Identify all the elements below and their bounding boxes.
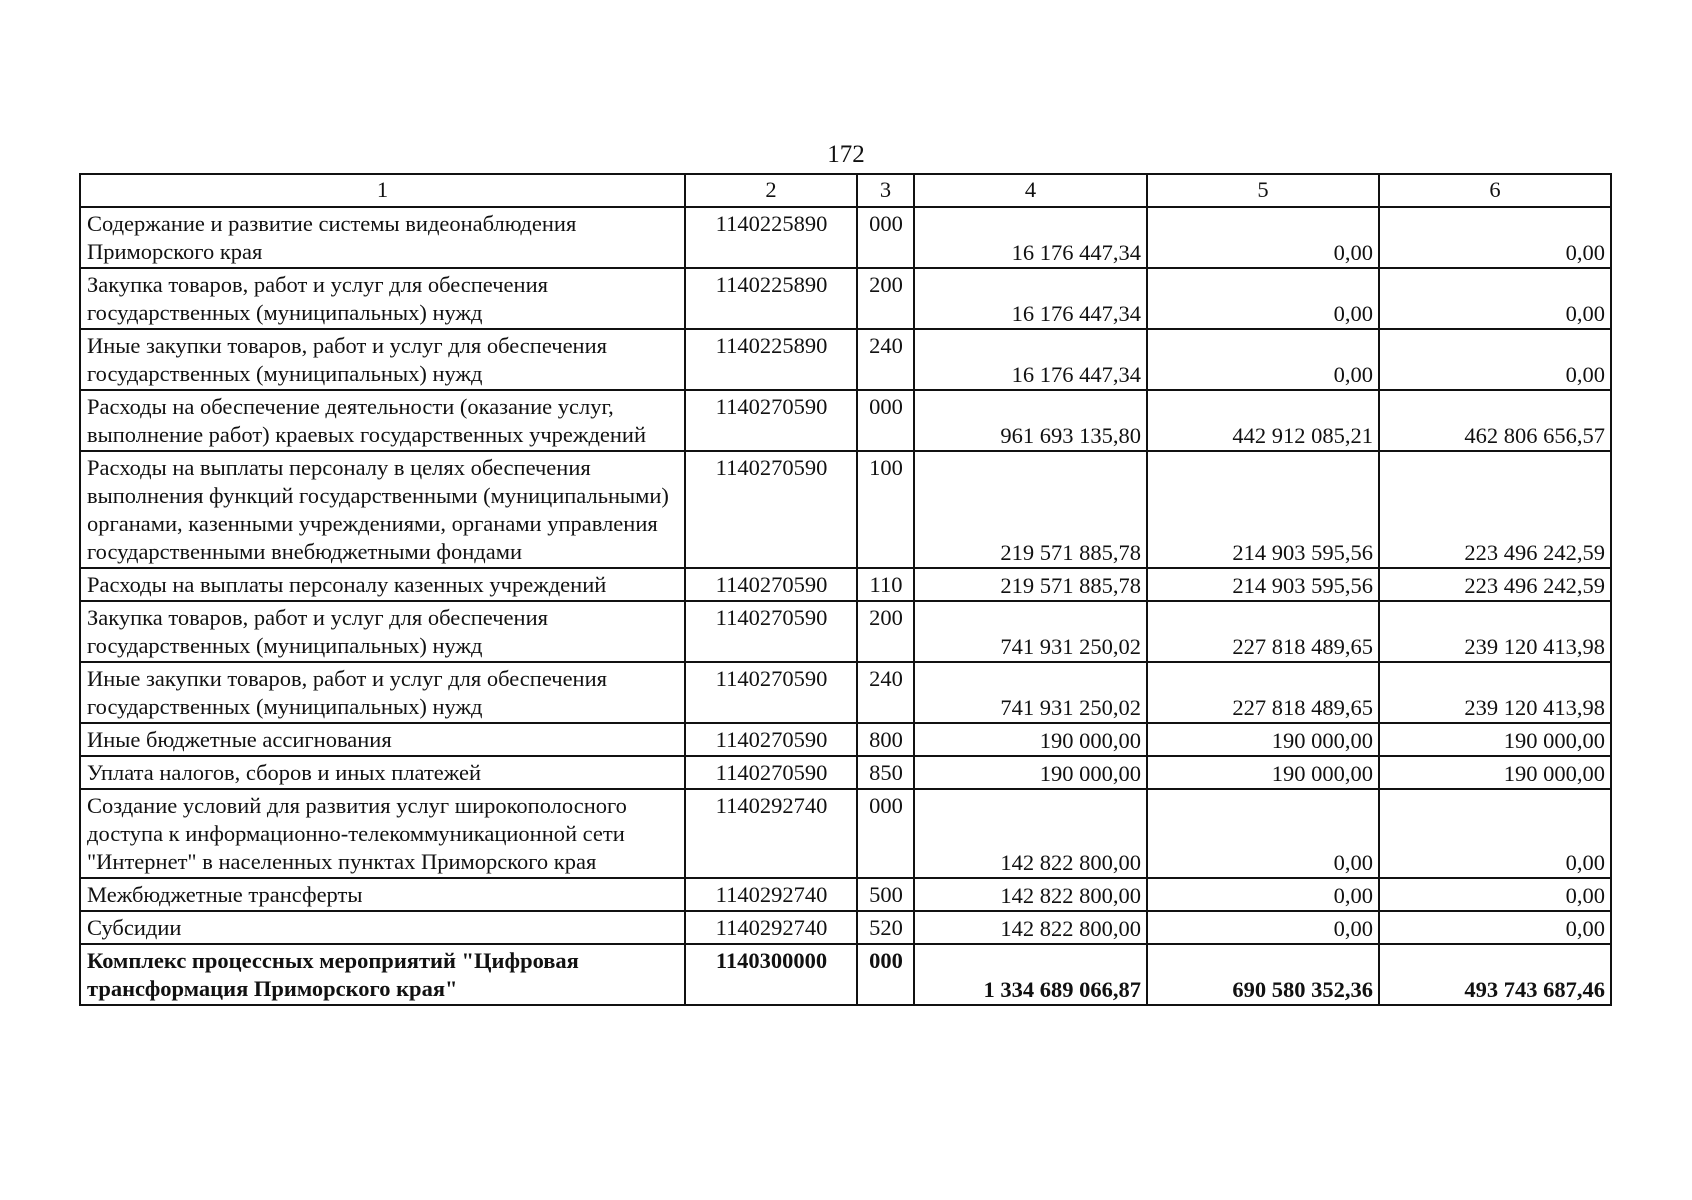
row-amount-2-cell: 227 818 489,65 [1147,601,1379,662]
row-amount-2-cell: 442 912 085,21 [1147,390,1379,451]
table-row [80,601,1611,662]
row-expense-type-cell: 110 [857,568,914,601]
row-target-article-cell: 1140270590 [685,662,857,723]
row-name-cell: Расходы на выплаты персоналу в целях обеспечения выполнения функций государственными (муниципальными) органами, казенными учреждениями, органами управления государственными внебюджетными фондами [80,451,685,568]
row-amount-3-cell: 462 806 656,57 [1379,390,1611,451]
row-amount-1-cell: 16 176 447,34 [914,207,1147,268]
row-target-article-cell: 1140292740 [685,789,857,878]
row-amount-3-cell: 0,00 [1379,268,1611,329]
row-expense-type-cell: 520 [857,911,914,944]
row-name-cell: Уплата налогов, сборов и иных платежей [80,756,685,789]
row-name-cell: Содержание и развитие системы видеонаблюдения Приморского края [80,207,685,268]
row-amount-1-cell: 961 693 135,80 [914,390,1147,451]
row-target-article-cell: 1140292740 [685,911,857,944]
row-amount-3-cell: 190 000,00 [1379,723,1611,756]
row-amount-1-cell: 16 176 447,34 [914,268,1147,329]
table-body [80,207,1611,1005]
row-amount-2-cell: 227 818 489,65 [1147,662,1379,723]
row-amount-2-cell: 190 000,00 [1147,756,1379,789]
row-amount-2-cell: 690 580 352,36 [1147,944,1379,1005]
row-amount-3-cell: 190 000,00 [1379,756,1611,789]
row-amount-1-cell: 142 822 800,00 [914,878,1147,911]
row-amount-3-cell: 0,00 [1379,878,1611,911]
row-name-cell: Расходы на выплаты персоналу казенных учреждений [80,568,685,601]
row-name-cell: Межбюджетные трансферты [80,878,685,911]
row-amount-2-cell: 0,00 [1147,911,1379,944]
row-expense-type-cell: 000 [857,390,914,451]
row-amount-2-cell: 0,00 [1147,878,1379,911]
row-target-article-cell: 1140270590 [685,723,857,756]
row-expense-type-cell: 000 [857,789,914,878]
row-target-article-cell: 1140270590 [685,390,857,451]
row-expense-type-cell: 000 [857,944,914,1005]
row-amount-2-cell: 0,00 [1147,268,1379,329]
table-row [80,207,1611,268]
row-amount-1-cell: 741 931 250,02 [914,662,1147,723]
row-expense-type-cell: 240 [857,329,914,390]
row-name-cell: Иные закупки товаров, работ и услуг для обеспечения государственных (муниципальных) нужд [80,329,685,390]
row-expense-type-cell: 500 [857,878,914,911]
row-amount-1-cell: 142 822 800,00 [914,789,1147,878]
row-amount-1-cell: 142 822 800,00 [914,911,1147,944]
row-amount-1-cell: 1 334 689 066,87 [914,944,1147,1005]
table-row [80,268,1611,329]
row-amount-2-cell: 214 903 595,56 [1147,451,1379,568]
row-amount-3-cell: 223 496 242,59 [1379,568,1611,601]
table-row [80,329,1611,390]
row-amount-2-cell: 0,00 [1147,329,1379,390]
row-amount-3-cell: 0,00 [1379,911,1611,944]
table-row [80,878,1611,911]
row-name-cell: Иные закупки товаров, работ и услуг для обеспечения государственных (муниципальных) нужд [80,662,685,723]
row-target-article-cell: 1140270590 [685,568,857,601]
row-name-cell: Создание условий для развития услуг широкополосного доступа к информационно-телекоммуникационной сети "Интернет" в населенных пунктах Приморского края [80,789,685,878]
budget-table [79,173,1612,1006]
row-amount-1-cell: 219 571 885,78 [914,568,1147,601]
row-target-article-cell: 1140270590 [685,451,857,568]
table-header-row [80,174,1611,207]
row-target-article-cell: 1140300000 [685,944,857,1005]
col-header-expense-type: 3 [857,174,914,207]
col-header-amount-3: 6 [1379,174,1611,207]
row-amount-3-cell: 0,00 [1379,789,1611,878]
row-target-article-cell: 1140225890 [685,207,857,268]
row-amount-3-cell: 239 120 413,98 [1379,662,1611,723]
row-target-article-cell: 1140292740 [685,878,857,911]
col-header-target-article: 2 [685,174,857,207]
row-name-cell: Закупка товаров, работ и услуг для обеспечения государственных (муниципальных) нужд [80,268,685,329]
table-row [80,944,1611,1005]
table-row [80,451,1611,568]
row-expense-type-cell: 200 [857,601,914,662]
row-amount-3-cell: 239 120 413,98 [1379,601,1611,662]
row-expense-type-cell: 800 [857,723,914,756]
row-expense-type-cell: 000 [857,207,914,268]
row-amount-3-cell: 223 496 242,59 [1379,451,1611,568]
col-header-amount-2: 5 [1147,174,1379,207]
row-amount-1-cell: 219 571 885,78 [914,451,1147,568]
row-amount-2-cell: 190 000,00 [1147,723,1379,756]
row-amount-1-cell: 190 000,00 [914,723,1147,756]
row-amount-1-cell: 190 000,00 [914,756,1147,789]
page-number: 172 [827,141,865,168]
row-target-article-cell: 1140270590 [685,601,857,662]
row-amount-2-cell: 214 903 595,56 [1147,568,1379,601]
row-amount-1-cell: 741 931 250,02 [914,601,1147,662]
row-amount-2-cell: 0,00 [1147,207,1379,268]
row-target-article-cell: 1140225890 [685,268,857,329]
row-amount-3-cell: 493 743 687,46 [1379,944,1611,1005]
row-name-cell: Субсидии [80,911,685,944]
col-header-amount-1: 4 [914,174,1147,207]
row-expense-type-cell: 200 [857,268,914,329]
row-name-cell: Закупка товаров, работ и услуг для обеспечения государственных (муниципальных) нужд [80,601,685,662]
col-header-name: 1 [80,174,685,207]
table-row [80,756,1611,789]
row-expense-type-cell: 240 [857,662,914,723]
row-name-cell: Расходы на обеспечение деятельности (оказание услуг, выполнение работ) краевых государственных учреждений [80,390,685,451]
table-row [80,911,1611,944]
row-amount-2-cell: 0,00 [1147,789,1379,878]
row-expense-type-cell: 850 [857,756,914,789]
row-target-article-cell: 1140225890 [685,329,857,390]
table-row [80,390,1611,451]
table-row [80,662,1611,723]
row-target-article-cell: 1140270590 [685,756,857,789]
table-row [80,723,1611,756]
row-name-cell: Иные бюджетные ассигнования [80,723,685,756]
table-row [80,789,1611,878]
row-expense-type-cell: 100 [857,451,914,568]
row-name-cell: Комплекс процессных мероприятий "Цифровая трансформация Приморского края" [80,944,685,1005]
table-row [80,568,1611,601]
row-amount-3-cell: 0,00 [1379,207,1611,268]
row-amount-3-cell: 0,00 [1379,329,1611,390]
row-amount-1-cell: 16 176 447,34 [914,329,1147,390]
